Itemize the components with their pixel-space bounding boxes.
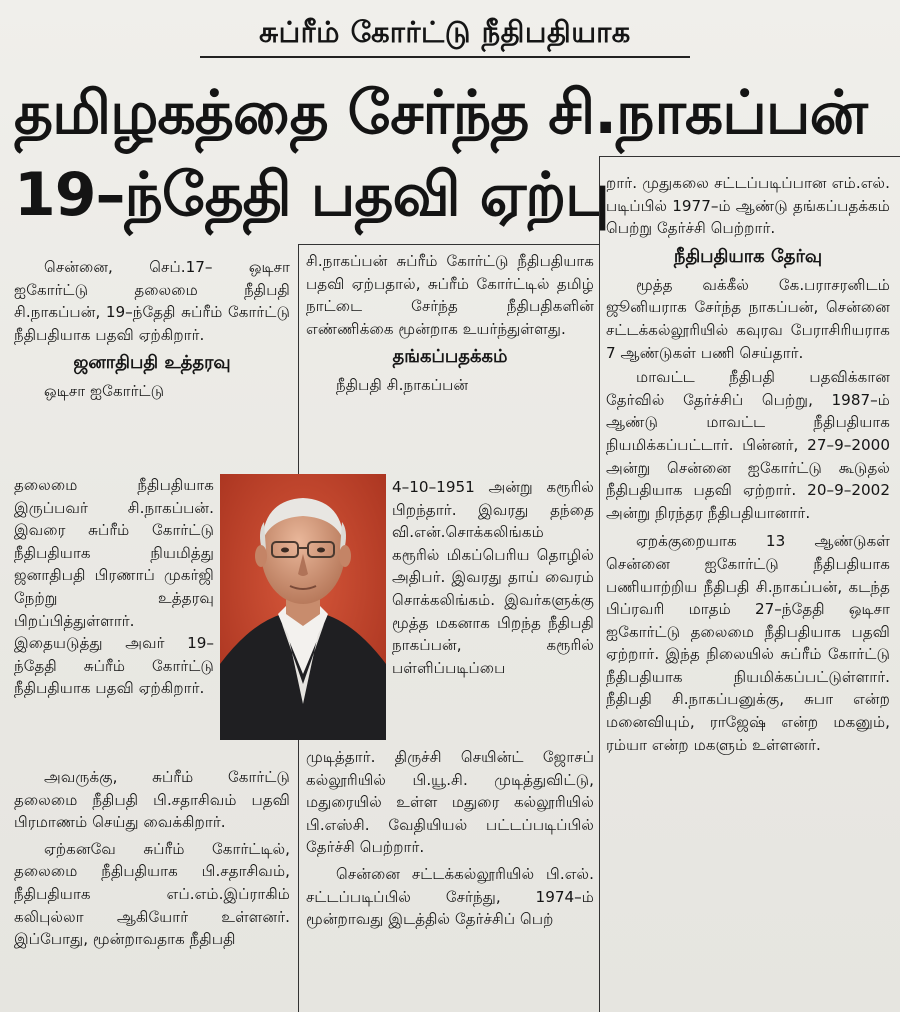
- col2-paragraph-2b: 4–10–1951 அன்று கரூரில் பிறந்தார். இவரது தந்தை வி.என்.சொக்கலிங்கம் கரூரில் மிகப்பெரிய தொழில் அதிபர். இவரது தாய் வைரம் சொக்கலிங்கம். இவர்களுக்கு மூத்த மகனாக பிறந்த நீதிபதி நாகப்பன், கரூரில் பள்ளிப்படிப்பை: [392, 478, 594, 677]
- column-1-upper: [14, 256, 290, 403]
- col3-paragraph-4: ஏறக்குறையாக 13 ஆண்டுகள் சென்னை ஐகோர்ட்டு நீதிபதியாக பணியாற்றிய நீதிபதி சி.நாகப்பன், கடந்த பிப்ரவரி மாதம் 27–ந்தேதி ஒடிசா ஐகோர்ட்டு தலைமை நீதிபதியாக பதவி ஏற்றார். இந்த நிலையில் சுப்ரீம் கோர்ட்டு நீதிபதியாக நியமிக்கப்பட்டுள்ளார். நீதிபதி சி.நாகப்பனுக்கு, சுபா என்ற மனைவியும், ராஜேஷ் என்ற மகனும், ரம்யா என்ற மகளும் உள்ளனர்.: [606, 532, 890, 754]
- col3-paragraph-3: மாவட்ட நீதிபதி பதவிக்கான தேர்வில் தேர்ச்சிப் பெற்று, 1987–ம் ஆண்டு மாவட்ட நீதிபதியாக நியமிக்கப்பட்டார். பின்னர், 27–9–2000 அன்று சென்னை ஐகோர்ட்டு கூடுதல் நீதிபதியாக பதவி ஏற்றார். 20–9–2002 அன்று நிரந்தர நீதிபதியானார்.: [606, 368, 890, 522]
- kicker: சுப்ரீம் கோர்ட்டு நீதிபதியாக: [259, 15, 631, 49]
- column-3-top-rule: [599, 156, 900, 157]
- kicker-underline: [200, 56, 690, 58]
- column-3: [606, 172, 890, 756]
- headline-line-1: தமிழகத்தை சேர்ந்த சி.நாகப்பன்: [14, 78, 867, 148]
- column-2-beside-photo: [392, 476, 594, 679]
- col2-paragraph-1: சி.நாகப்பன் சுப்ரீம் கோர்ட்டு நீதிபதியாக பதவி ஏற்பதால், சுப்ரீம் கோர்ட்டில் தமிழ் நாட்டை சேர்ந்த நீதிபதிகளின் எண்ணிக்கை மூன்றாக உயர்ந்துள்ளது.: [306, 252, 594, 338]
- column-2-lower: [306, 746, 594, 931]
- col1-paragraph-3: அவருக்கு, சுப்ரீம் கோர்ட்டு தலைமை நீதிபதி பி.சதாசிவம் பதவி பிரமாணம் செய்து வைக்கிறார்.: [14, 768, 290, 832]
- lead-paragraph: சென்னை, செப்.17– ஒடிசா ஐகோர்ட்டு தலைமை நீதிபதி சி.நாகப்பன், 19–ந்தேதி சுப்ரீம் கோர்ட்டு நீதிபதியாக பதவி ஏற்கிறார்.: [14, 258, 290, 344]
- column-2-upper: [306, 250, 594, 397]
- col1-paragraph-2a: ஒடிசா ஐகோர்ட்டு: [44, 382, 165, 401]
- column-rule-2: [599, 156, 600, 1012]
- portrait-photo: [220, 474, 386, 740]
- column-1-beside-photo: [14, 474, 214, 700]
- col1-paragraph-2b: தலைமை நீதிபதியாக இருப்பவர் சி.நாகப்பன். இவரை சுப்ரீம் கோர்ட்டு நீதிபதியாக நியமித்து ஜனாதிபதி பிரணாப் முகர்ஜி நேற்று உத்தரவு பிறப்பித்துள்ளார். இதையடுத்து அவர் 19–ந்தேதி சுப்ரீம் கோர்ட்டு நீதிபதியாக பதவி ஏற்கிறார்.: [14, 476, 214, 698]
- headline-line-2: 19–ந்தேதி பதவி ஏற்பு: [14, 160, 609, 230]
- col3-paragraph-1: றார். முதுகலை சட்டப்படிப்பான எம்.எல். படிப்பில் 1977–ம் ஆண்டு தங்கப்பதக்கம் பெற்று தேர்ச்சி பெற்றார்.: [606, 174, 890, 238]
- column-1-lower: [14, 766, 290, 951]
- col1-paragraph-4: ஏற்கனவே சுப்ரீம் கோர்ட்டில், தலைமை நீதிபதியாக பி.சதாசிவம், நீதிபதியாக எப்.எம்.இப்ராகிம் கலிபுல்லா ஆகியோர் உள்ளனர். இப்போது, மூன்றாவதாக நீதிபதி: [14, 839, 290, 949]
- portrait-illustration: [220, 474, 386, 740]
- col2-paragraph-2a: நீதிபதி சி.நாகப்பன்: [336, 376, 469, 395]
- col2-paragraph-2c: முடித்தார். திருச்சி செயின்ட் ஜோசப் கல்லூரியில் பி.யூ.சி. முடித்துவிட்டு, மதுரையில் உள்ள மதுரை கல்லூரியில் பி.எஸ்சி. வேதியியல் பட்டப்படிப்பில் தேர்ச்சி பெற்றார்.: [306, 748, 594, 857]
- column-2-top-rule: [298, 244, 599, 245]
- subhead-president-order: ஜனாதிபதி உத்தரவு: [73, 352, 231, 374]
- subhead-gold-medal: தங்கப்பதக்கம்: [392, 346, 508, 368]
- col3-paragraph-2: மூத்த வக்கீல் கே.பராசரனிடம் ஜூனியராக சேர்ந்த நாகப்பன், சென்னை சட்டக்கல்லூரியில் கவுரவ பேராசிரியராக 7 ஆண்டுகள் பணி செய்தார்.: [606, 275, 890, 362]
- col2-paragraph-3: சென்னை சட்டக்கல்லூரியில் பி.எல். சட்டப்படிப்பில் சேர்ந்து, 1974–ம் மூன்றாவது இடத்தில் தேர்ச்சிப் பெற்: [306, 864, 594, 929]
- subhead-appointed-judge: நீதிபதியாக தேர்வு: [673, 245, 823, 267]
